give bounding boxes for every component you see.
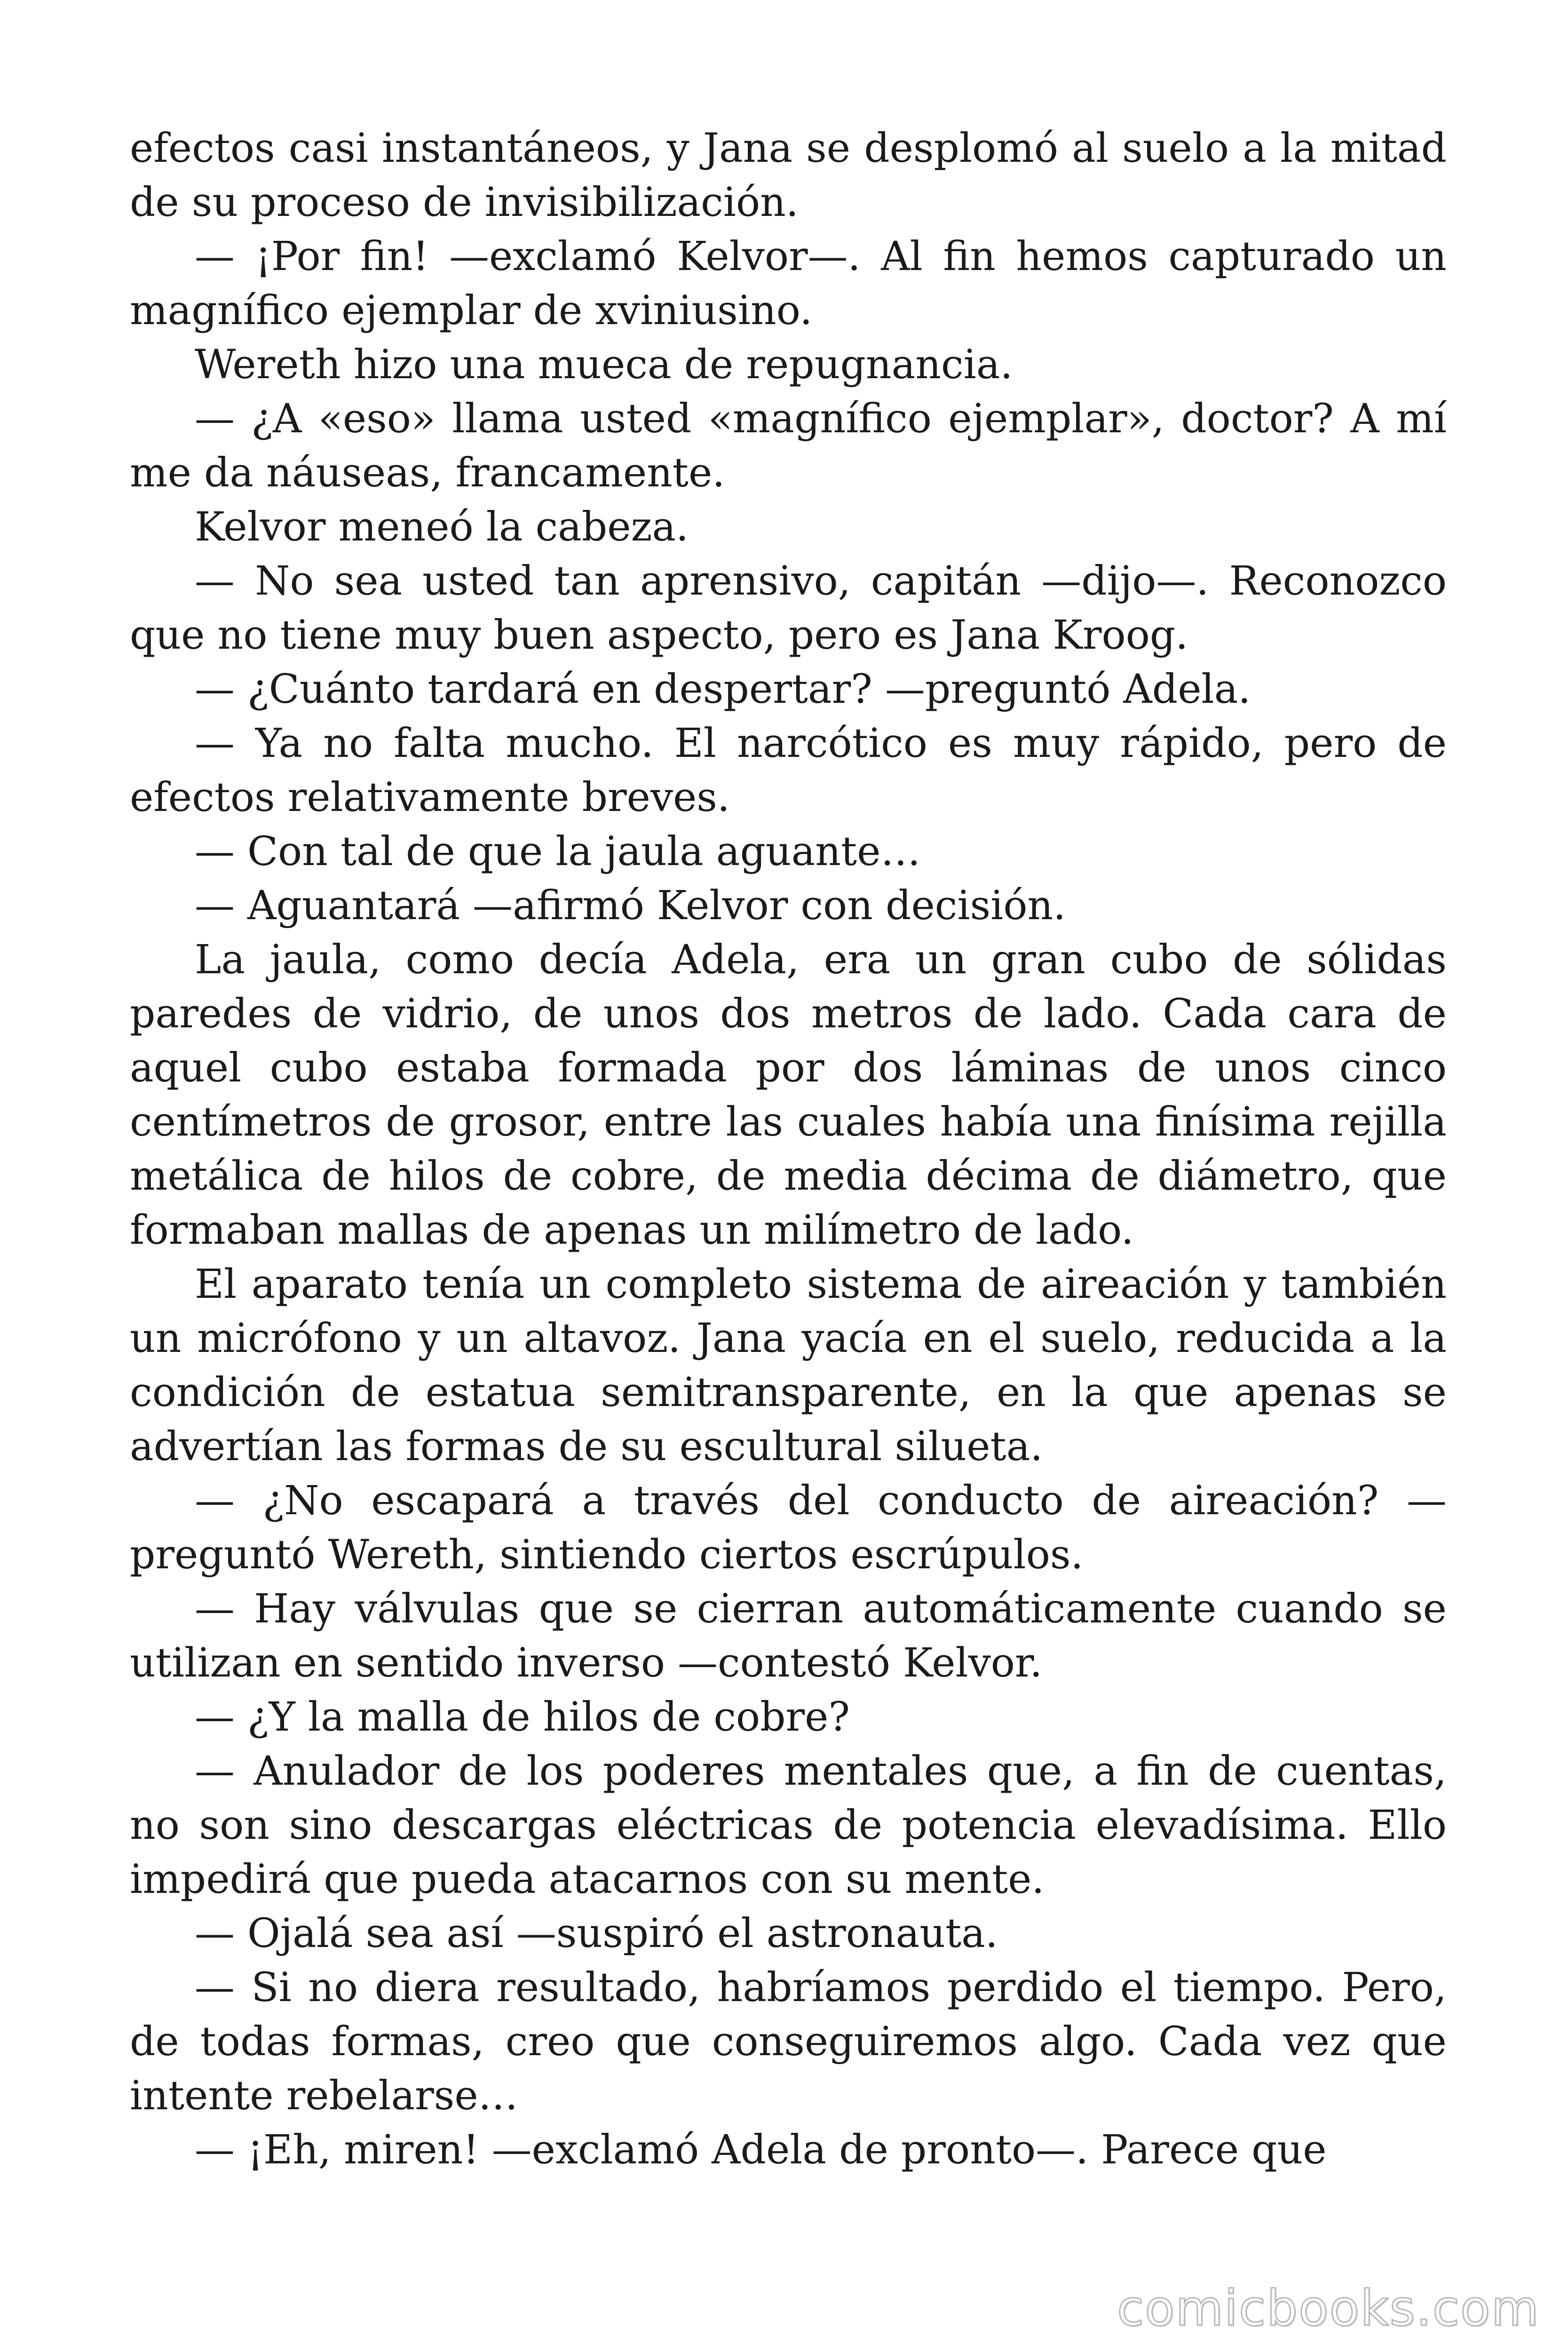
page-text — [130, 121, 1447, 2177]
paragraph: — Ya no falta mucho. El narcótico es muy rápido, pero de efectos relativamente breves. — [130, 720, 1447, 821]
paragraph: — ¿A «eso» llama usted «magnífico ejemplar», doctor? A mí me da náuseas, francamente. — [130, 396, 1447, 496]
paragraph: Wereth hizo una mueca de repugnancia. — [195, 342, 1013, 388]
paragraph: El aparato tenía un completo sistema de aireación y también un micrófono y un altavoz. Jana yacía en el suelo, reducida a la condición de estatua semitransparente, en la que apenas se advertían las formas de su escultural silueta. — [130, 1261, 1447, 1470]
paragraph: — ¡Por fin! —exclamó Kelvor—. Al fin hemos capturado un magnífico ejemplar de xviniusino. — [130, 233, 1447, 334]
paragraph: — Ojalá sea así —suspiró el astronauta. — [195, 1910, 998, 1957]
paragraph: — Con tal de que la jaula aguante… — [195, 828, 921, 875]
paragraph: — Hay válvulas que se cierran automáticamente cuando se utilizan en sentido inverso —contestó Kelvor. — [130, 1586, 1447, 1686]
paragraph: efectos casi instantáneos, y Jana se desplomó al suelo a la mitad de su proceso de invisibilización. — [130, 125, 1447, 226]
paragraph: — Anulador de los poderes mentales que, a fin de cuentas, no son sino descargas eléctricas de potencia elevadísima. Ello impedirá que pueda atacarnos con su mente. — [130, 1748, 1447, 1903]
paragraph: — Si no diera resultado, habríamos perdido el tiempo. Pero, de todas formas, creo que conseguiremos algo. Cada vez que intente rebelarse… — [130, 1964, 1447, 2119]
paragraph: — No sea usted tan aprensivo, capitán —dijo—. Reconozco que no tiene muy buen aspecto, pero es Jana Kroog. — [130, 558, 1447, 659]
paragraph: — Aguantará —afirmó Kelvor con decisión. — [195, 882, 1066, 929]
watermark: comicbooks.com — [1117, 2280, 1540, 2337]
paragraph: — ¡Eh, miren! —exclamó Adela de pronto—. Parece que — [195, 2127, 1327, 2173]
paragraph: Kelvor meneó la cabeza. — [195, 504, 689, 550]
paragraph: — ¿Y la malla de hilos de cobre? — [195, 1694, 850, 1740]
paragraph: — ¿No escapará a través del conducto de aireación? —preguntó Wereth, sintiendo ciertos escrúpulos. — [130, 1478, 1447, 1578]
paragraph: La jaula, como decía Adela, era un gran cubo de sólidas paredes de vidrio, de unos dos metros de lado. Cada cara de aquel cubo estaba formada por dos láminas de unos cinco centímetros de grosor, entre las cuales había una finísima rejilla metálica de hilos de cobre, de media décima de diámetro, que formaban mallas de apenas un milímetro de lado. — [130, 937, 1447, 1254]
paragraph: — ¿Cuánto tardará en despertar? —preguntó Adela. — [195, 666, 1251, 713]
